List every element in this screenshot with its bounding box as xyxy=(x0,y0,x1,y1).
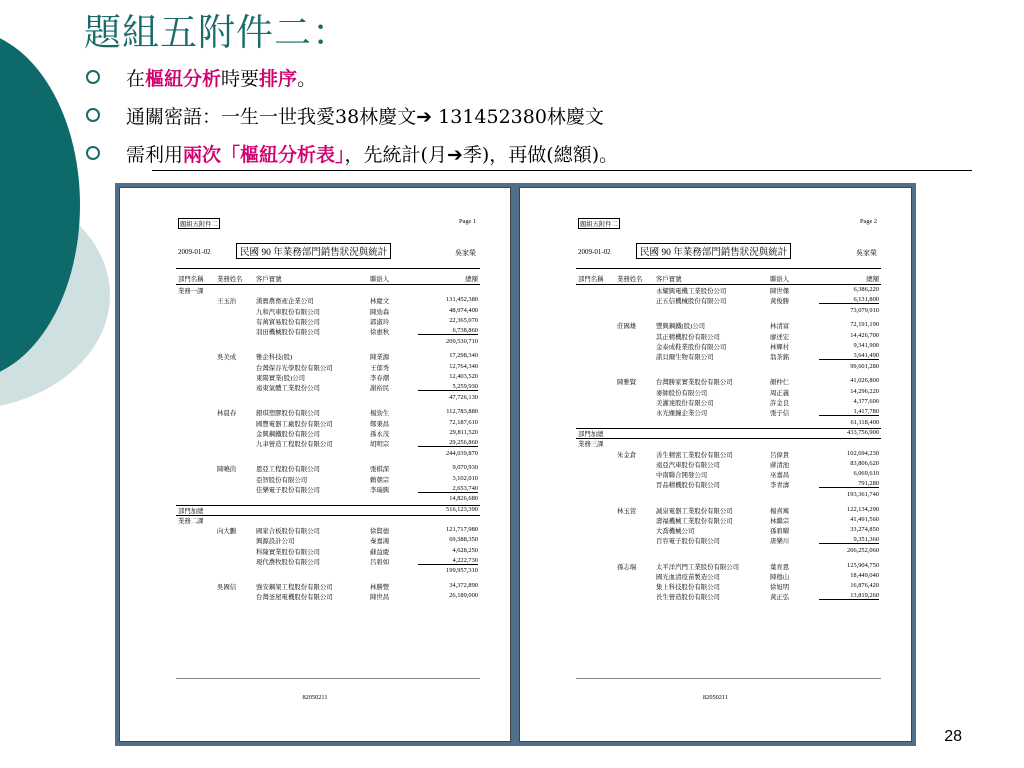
cell-client: 恩亞工程股份有限公司 xyxy=(256,466,320,474)
cell-amount: 48,974,400 xyxy=(449,306,478,314)
cell-client: 金泰成鞋業股份有限公司 xyxy=(656,344,727,351)
cell-amount: 6,131,800 xyxy=(819,296,879,304)
table-row xyxy=(520,562,911,572)
cell-dept: 業務二課 xyxy=(178,517,204,525)
table-row xyxy=(520,342,911,352)
page-label: Page 2 xyxy=(860,218,877,225)
cell-amount: 9,341,900 xyxy=(853,342,879,349)
cell-amount: 5,259,930 xyxy=(418,383,478,391)
cell-client: 美灌達股份有限公司 xyxy=(656,400,714,407)
cell-client: 麥帥股份有限公司 xyxy=(656,389,708,397)
cell-client: 國光血清疫苗製造公司 xyxy=(656,573,720,581)
column-header: 總額 xyxy=(465,276,478,283)
bullet-text-part: 在 xyxy=(126,67,146,90)
header-rule xyxy=(576,268,881,269)
report-tag: 題組五附件二 xyxy=(578,218,620,229)
cell-contact: 張子信 xyxy=(770,410,790,418)
cell-rep: 林晨春 xyxy=(217,410,237,418)
table-row xyxy=(520,506,911,516)
department-row xyxy=(120,516,510,526)
cell-amount: 72,187,610 xyxy=(449,418,478,426)
cell-rep: 朱金倉 xyxy=(617,451,637,459)
cell-rep: 陳雅賢 xyxy=(617,379,637,387)
cell-amount: 16,876,420 xyxy=(850,582,879,590)
cell-amount: 47,726,130 xyxy=(449,393,478,401)
cell-contact: 林慶文 xyxy=(370,298,390,306)
cell-contact: 徐旭明 xyxy=(770,584,790,592)
table-row xyxy=(120,307,510,317)
report-author: 吳家榮 xyxy=(455,249,476,257)
table-row xyxy=(120,547,510,557)
cell-amount: 14,296,220 xyxy=(850,387,879,395)
cell-client: 台灣釜屋電機股份有限公司 xyxy=(256,594,333,602)
cell-contact: 楊勁生 xyxy=(370,410,390,418)
table-row xyxy=(120,338,510,348)
cell-contact: 蔣清池 xyxy=(770,461,790,469)
table-row xyxy=(520,321,911,331)
cell-amount: 121,717,980 xyxy=(446,526,478,534)
cell-contact: 陳業源 xyxy=(370,354,390,362)
column-header: 客戶寶號 xyxy=(256,276,282,283)
table-row xyxy=(520,377,911,387)
cell-client: 集上科技股份有限公司 xyxy=(656,584,720,592)
report-title: 民國 90 年業務部門銷售狀況與統計 xyxy=(236,243,391,259)
department-row xyxy=(520,439,911,449)
cell-contact: 鄭秉昌 xyxy=(370,420,390,428)
slide-number: 28 xyxy=(944,728,962,745)
table-row xyxy=(120,394,510,404)
table-row xyxy=(520,526,911,536)
cell-contact: 林輝村 xyxy=(770,344,790,351)
column-header: 業務姓名 xyxy=(217,276,243,283)
table-row xyxy=(520,450,911,460)
cell-amount: 99,601,280 xyxy=(850,362,879,370)
cell-amount: 26,189,000 xyxy=(449,592,478,600)
cell-client: 佳樂電子股份有限公司 xyxy=(256,486,320,494)
cell-amount: 199,957,310 xyxy=(446,567,478,575)
cell-client: 晉品精機股份有限公司 xyxy=(656,482,720,490)
cell-contact: 陳穆山 xyxy=(770,573,790,581)
column-header: 聯絡人 xyxy=(370,276,390,283)
cell-contact: 賴朝宗 xyxy=(370,476,390,484)
report-tag: 題組五附件二 xyxy=(178,218,220,229)
cell-contact: 廖述宏 xyxy=(770,333,790,341)
table-row xyxy=(120,592,510,602)
table-row xyxy=(520,408,911,418)
page-footer: 82050211 xyxy=(302,694,328,701)
cell-client: 長生營造股份有限公司 xyxy=(656,594,720,602)
cell-amount: 61,118,400 xyxy=(850,418,879,426)
cell-amount: 9,351,360 xyxy=(819,536,879,544)
cell-contact: 翁茶銘 xyxy=(770,354,790,362)
table-row xyxy=(520,332,911,342)
bullet-circle-icon xyxy=(86,70,100,84)
column-header: 聯絡人 xyxy=(770,276,790,283)
cell-client: 九聿營造工程股份有限公司 xyxy=(256,441,333,449)
table-row xyxy=(120,439,510,449)
table-row xyxy=(120,536,510,546)
table-row xyxy=(120,363,510,373)
table-row xyxy=(120,464,510,474)
cell-amount: 34,372,890 xyxy=(449,582,478,590)
bullet-underline xyxy=(152,170,972,171)
report-author: 吳家榮 xyxy=(856,249,877,257)
table-row xyxy=(120,352,510,362)
table-row xyxy=(120,557,510,567)
bullet-text xyxy=(126,140,618,167)
header-underline xyxy=(176,284,480,285)
table-row xyxy=(520,388,911,398)
report-date: 2009-01-02 xyxy=(578,248,611,256)
cell-amount: 6,069,610 xyxy=(853,470,879,478)
cell-dept: 部門加總 xyxy=(578,430,604,438)
cell-rep: 林玉萱 xyxy=(617,507,637,515)
cell-client: 諾貝爾生物有限公司 xyxy=(656,354,714,362)
cell-amount: 209,530,710 xyxy=(446,337,478,345)
cell-amount: 2,653,740 xyxy=(418,485,478,493)
cell-contact: 孫碧曜 xyxy=(770,528,790,536)
table-row xyxy=(120,383,510,393)
cell-rep: 吳美成 xyxy=(217,354,237,362)
table-row xyxy=(520,516,911,526)
cell-amount: 244,039,870 xyxy=(446,449,478,457)
cell-amount: 122,134,290 xyxy=(847,505,879,513)
cell-client: 國家合板股份有限公司 xyxy=(256,528,320,536)
cell-amount: 4,628,250 xyxy=(452,546,478,554)
cell-contact: 李春潮 xyxy=(370,374,390,382)
bullet-highlight: 排序 xyxy=(259,67,298,90)
cell-amount: 73,079,910 xyxy=(850,306,879,314)
cell-client: 金興鋼鐵股份有限公司 xyxy=(256,430,320,438)
cell-client: 有萬貿易股份有限公司 xyxy=(256,318,320,326)
table-row xyxy=(120,408,510,418)
report-date: 2009-01-02 xyxy=(178,248,211,256)
cell-rep: 孫志端 xyxy=(617,563,637,571)
cell-contact: 李瑞興 xyxy=(370,486,390,494)
cell-amount: 29,811,520 xyxy=(449,428,478,436)
bullet-text xyxy=(126,64,316,91)
footer-rule xyxy=(576,678,881,679)
cell-amount: 12,764,340 xyxy=(449,362,478,370)
cell-amount: 433,756,900 xyxy=(847,428,879,436)
cell-client: 誠泉電器工業股份有限公司 xyxy=(656,507,733,515)
total-row xyxy=(120,506,510,516)
cell-client: 豐興鋼鐵(股)公司 xyxy=(656,323,705,331)
print-preview xyxy=(115,183,916,746)
table-row xyxy=(520,582,911,592)
report-page-1 xyxy=(119,187,511,742)
cell-contact: 林勝豐 xyxy=(370,584,390,592)
cell-amount: 1,417,780 xyxy=(819,408,879,416)
cell-client: 百容電子股份有限公司 xyxy=(656,538,720,546)
cell-client: 雅企科技(股) xyxy=(256,354,293,362)
cell-client: 九和汽車股份有限公司 xyxy=(256,308,320,316)
cell-contact: 周正義 xyxy=(770,389,790,397)
cell-amount: 516,123,390 xyxy=(446,505,478,513)
column-header: 部門名稱 xyxy=(178,276,204,283)
table-row xyxy=(520,572,911,582)
cell-amount: 131,452,380 xyxy=(446,296,478,304)
cell-client: 其正精機股份有限公司 xyxy=(656,333,720,341)
cell-amount: 112,783,880 xyxy=(446,408,478,416)
report-title: 民國 90 年業務部門銷售狀況與統計 xyxy=(636,243,791,259)
report-page-content xyxy=(520,188,911,741)
cell-client: 台灣保谷光學股份有限公司 xyxy=(256,364,333,372)
cell-client: 遠東氣體工業股份公司 xyxy=(256,385,320,393)
cell-amount: 102,694,230 xyxy=(847,449,879,457)
bullet-text: 通關密語：一生一世我愛38林慶文➔ 131452380林慶文 xyxy=(126,105,604,128)
cell-client: 永光塵鐘企業公司 xyxy=(656,410,708,418)
table-row xyxy=(520,536,911,546)
table-row xyxy=(520,363,911,373)
cell-client: 亞智股份有限公司 xyxy=(256,476,308,484)
table-row xyxy=(520,491,911,501)
cell-client: 正五信機械股份有限公司 xyxy=(656,298,727,306)
cell-client: 東陽實業(股)公司 xyxy=(256,374,305,382)
bullet-list xyxy=(84,58,618,172)
cell-client: 漢寶農畜產企業公司 xyxy=(256,298,314,306)
table-row xyxy=(120,450,510,460)
cell-contact: 呂碧如 xyxy=(370,559,390,566)
table-row xyxy=(120,317,510,327)
cell-amount: 206,252,060 xyxy=(847,546,879,554)
cell-contact: 呂偉貴 xyxy=(770,451,790,459)
cell-client: 遠亞汽車股份有限公司 xyxy=(656,461,720,469)
column-header: 部門名稱 xyxy=(578,276,604,283)
cell-amount: 791,280 xyxy=(819,480,879,488)
cell-contact: 李青濤 xyxy=(770,482,790,490)
cell-rep: 王玉治 xyxy=(217,298,237,306)
cell-contact: 張棋深 xyxy=(370,466,390,474)
department-row xyxy=(120,286,510,296)
bullet-text-part: ，先統計(月➔季)，再做(總額)。 xyxy=(344,143,619,166)
cell-contact: 許金良 xyxy=(770,400,790,407)
cell-contact: 葉育恩 xyxy=(770,563,790,571)
table-row xyxy=(120,582,510,592)
bullet-text-part: 需利用 xyxy=(126,143,184,166)
cell-amount: 3,641,490 xyxy=(819,352,879,360)
bullet-text-part: 。 xyxy=(297,67,317,90)
cell-amount: 4,377,600 xyxy=(853,398,879,405)
cell-client: 興源設計公司 xyxy=(256,538,295,546)
cell-amount: 18,449,040 xyxy=(850,571,879,579)
cell-amount: 69,388,350 xyxy=(449,536,478,544)
cell-amount: 4,222,730 xyxy=(418,557,478,565)
table-row xyxy=(120,327,510,337)
cell-amount: 17,298,340 xyxy=(449,352,478,360)
column-header: 客戶寶號 xyxy=(656,276,682,283)
cell-amount: 14,426,700 xyxy=(850,331,879,339)
header-underline xyxy=(576,284,881,285)
cell-dept: 業務一課 xyxy=(178,288,204,295)
cell-amount: 14,826,680 xyxy=(449,495,478,503)
cell-contact: 巫嘉昌 xyxy=(770,472,790,480)
table-row xyxy=(520,480,911,490)
column-header: 業務姓名 xyxy=(617,276,643,283)
table-row xyxy=(520,296,911,306)
cell-contact: 陳勁森 xyxy=(370,308,390,316)
cell-amount: 29,256,860 xyxy=(418,439,478,447)
cell-dept: 業務三課 xyxy=(578,441,604,449)
bullet-item xyxy=(84,134,618,172)
cell-amount: 12,403,520 xyxy=(449,372,478,380)
table-row xyxy=(520,547,911,557)
cell-contact: 唐樂川 xyxy=(770,538,790,546)
cell-contact: 謝裕民 xyxy=(370,385,390,393)
cell-contact: 楊喜寓 xyxy=(770,507,790,515)
cell-amount: 193,361,740 xyxy=(847,490,879,498)
cell-rep: 向大鵬 xyxy=(217,528,237,536)
table-row xyxy=(120,429,510,439)
cell-contact: 蘇益慶 xyxy=(370,548,390,556)
header-rule xyxy=(176,268,480,269)
table-row xyxy=(120,485,510,495)
cell-client: 國豐電器工廠股份有限公司 xyxy=(256,420,333,428)
bullet-item xyxy=(84,96,618,134)
cell-amount: 41,491,560 xyxy=(850,515,879,523)
table-row xyxy=(120,526,510,536)
bullet-highlight: 兩次「樞紐分析表」 xyxy=(183,143,345,166)
table-row xyxy=(520,286,911,296)
cell-amount: 6,738,860 xyxy=(418,327,478,335)
cell-contact: 胡明宗 xyxy=(370,441,390,449)
bullet-circle-icon xyxy=(86,146,100,160)
table-row xyxy=(520,592,911,602)
cell-client: 羽田機械股份有限公司 xyxy=(256,329,320,337)
table-row xyxy=(520,352,911,362)
cell-contact: 黃俊勝 xyxy=(770,298,790,306)
cell-client: 太平洋汽門工業股份有限公司 xyxy=(656,563,740,571)
cell-client: 科隆實業股份有限公司 xyxy=(256,548,320,556)
bullet-highlight: 樞紐分析 xyxy=(145,67,222,90)
cell-dept: 部門加總 xyxy=(178,507,204,515)
cell-contact: 徐惠秋 xyxy=(370,329,390,337)
cell-amount: 22,365,070 xyxy=(449,316,478,324)
cell-contact: 黃正弘 xyxy=(770,594,790,602)
cell-rep: 陳曉茵 xyxy=(217,466,237,474)
column-header: 總額 xyxy=(866,276,879,283)
bullet-text-part: 時要 xyxy=(221,67,260,90)
cell-client: 現代農牧股份有限公司 xyxy=(256,559,320,566)
cell-amount: 3,102,010 xyxy=(452,474,478,482)
table-row xyxy=(120,567,510,577)
cell-contact: 徐賢德 xyxy=(370,528,390,536)
cell-client: 善生精密工業股份有限公司 xyxy=(656,451,733,459)
cell-amount: 6,386,220 xyxy=(853,286,879,293)
cell-contact: 王郁秀 xyxy=(370,364,390,372)
footer-rule xyxy=(176,678,480,679)
cell-contact: 陳世昌 xyxy=(370,594,390,602)
table-row xyxy=(120,419,510,429)
cell-contact: 林繼宗 xyxy=(770,517,790,525)
cell-contact: 林清富 xyxy=(770,323,790,331)
cell-amount: 83,806,620 xyxy=(850,459,879,467)
cell-amount: 41,026,800 xyxy=(850,377,879,385)
table-row xyxy=(520,470,911,480)
cell-contact: 郭淑玲 xyxy=(370,318,390,326)
table-row xyxy=(520,307,911,317)
cell-client: 強安鋼架工程股份有限公司 xyxy=(256,584,333,592)
slide-title: 題組五附件二： xyxy=(84,11,350,54)
cell-amount: 13,819,260 xyxy=(819,592,879,600)
total-row xyxy=(520,429,911,439)
page-label: Page 1 xyxy=(459,218,476,225)
report-page-content xyxy=(120,188,510,741)
table-row xyxy=(520,398,911,408)
table-row xyxy=(120,373,510,383)
table-row xyxy=(520,460,911,470)
cell-contact: 秦嘉鴻 xyxy=(370,538,390,546)
bullet-item xyxy=(84,58,618,96)
cell-rep: 莊國雄 xyxy=(617,323,637,331)
table-row xyxy=(120,296,510,306)
cell-contact: 孫永茂 xyxy=(370,430,390,438)
cell-contact: 陳世傑 xyxy=(770,288,790,295)
cell-client: 銀琪塑膠股份有限公司 xyxy=(256,410,320,418)
cell-amount: 72,191,190 xyxy=(850,321,879,329)
cell-client: 永耀興電機工業股份公司 xyxy=(656,288,727,295)
cell-rep: 吳國信 xyxy=(217,584,237,592)
cell-client: 大喬機械公司 xyxy=(656,528,695,536)
cell-amount: 33,274,850 xyxy=(850,526,879,534)
cell-client: 中南聯合開發公司 xyxy=(656,472,708,480)
cell-amount: 125,904,750 xyxy=(847,561,879,569)
cell-client: 台灣勝家實業股份有限公司 xyxy=(656,379,733,387)
page-footer: 82050211 xyxy=(703,694,728,701)
report-page-2 xyxy=(519,187,912,742)
cell-contact: 顏仲仁 xyxy=(770,379,790,387)
cell-amount: 9,070,930 xyxy=(452,464,478,472)
cell-client: 壽福機械工業股份有限公司 xyxy=(656,517,733,525)
bullet-circle-icon xyxy=(86,108,100,122)
table-row xyxy=(120,475,510,485)
